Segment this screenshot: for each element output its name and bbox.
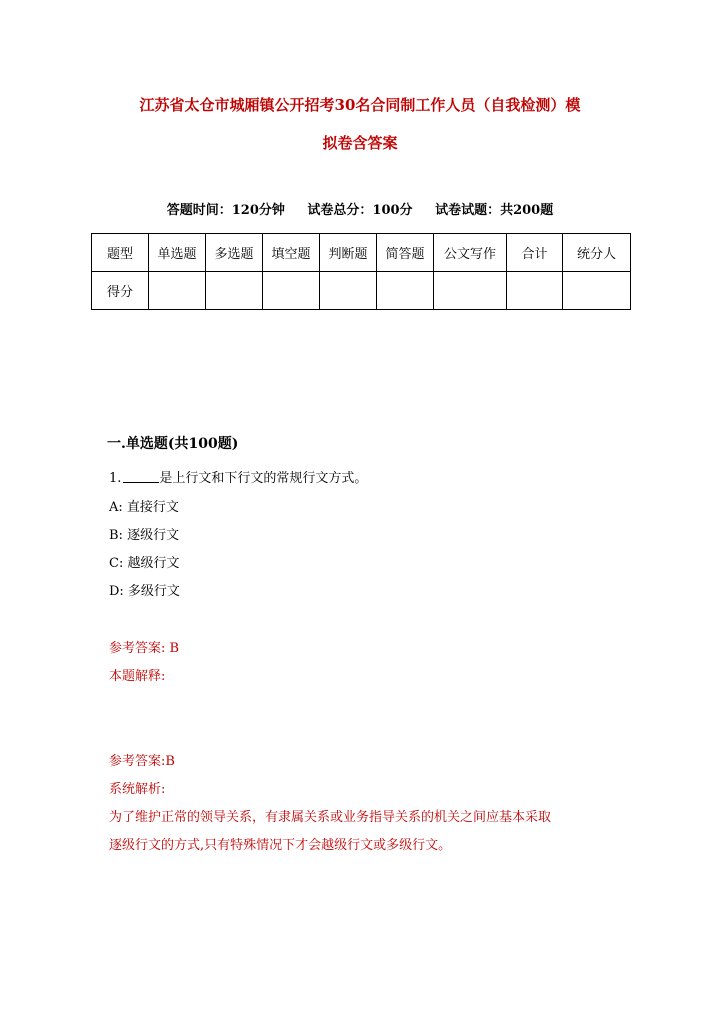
- question-number: 1.: [109, 471, 122, 486]
- exam-question-count: 试卷试题：共200题: [435, 203, 554, 218]
- header-cell-fill-blank: 填空题: [263, 234, 320, 272]
- score-table: [91, 233, 631, 310]
- section-title: 一.单选题(共100题): [107, 436, 239, 452]
- question-blank: [123, 469, 159, 483]
- answer-explanation-label: 本题解释:: [109, 669, 166, 684]
- question-stem: [109, 467, 367, 486]
- option-b: B: 逐级行文: [109, 528, 180, 543]
- score-cell: [149, 272, 206, 310]
- system-analysis-label: 系统解析:: [109, 782, 166, 797]
- page-title-line2: 拟卷含答案: [322, 134, 398, 152]
- reference-answer: 参考答案: B: [109, 641, 180, 656]
- score-cell: [320, 272, 377, 310]
- header-cell-scorer: 统分人: [563, 234, 631, 272]
- header-cell-official-writing: 公文写作: [434, 234, 507, 272]
- header-cell-true-false: 判断题: [320, 234, 377, 272]
- analysis-text-line2: 逐级行文的方式,只有特殊情况下才会越级行文或多级行文。: [109, 838, 452, 853]
- score-cell: [206, 272, 263, 310]
- exam-time: 答题时间：120分钟: [166, 203, 285, 218]
- header-cell-type: 题型: [92, 234, 149, 272]
- option-a: A: 直接行文: [109, 500, 179, 515]
- header-cell-multiple-choice: 多选题: [206, 234, 263, 272]
- score-cell: [377, 272, 434, 310]
- score-table-header-row: [92, 234, 631, 272]
- option-d: D: 多级行文: [109, 584, 180, 599]
- header-cell-short-answer: 简答题: [377, 234, 434, 272]
- score-cell: [507, 272, 563, 310]
- analysis-text-line1: 为了维护正常的领导关系，有隶属关系或业务指导关系的机关之间应基本采取: [109, 810, 552, 825]
- score-row-label: 得分: [92, 272, 149, 310]
- reference-answer-2: 参考答案:B: [109, 754, 175, 769]
- question-text: 是上行文和下行文的常规行文方式。: [159, 471, 368, 486]
- header-cell-total: 合计: [507, 234, 563, 272]
- exam-info: [90, 199, 630, 218]
- option-c: C: 越级行文: [109, 556, 180, 571]
- page-title-line1: 江苏省太仓市城厢镇公开招考30名合同制工作人员（自我检测）模: [139, 96, 581, 114]
- score-table-score-row: [92, 272, 631, 310]
- score-cell: [434, 272, 507, 310]
- header-cell-single-choice: 单选题: [149, 234, 206, 272]
- score-cell: [263, 272, 320, 310]
- exam-total-score: 试卷总分：100分: [307, 203, 413, 218]
- score-cell: [563, 272, 631, 310]
